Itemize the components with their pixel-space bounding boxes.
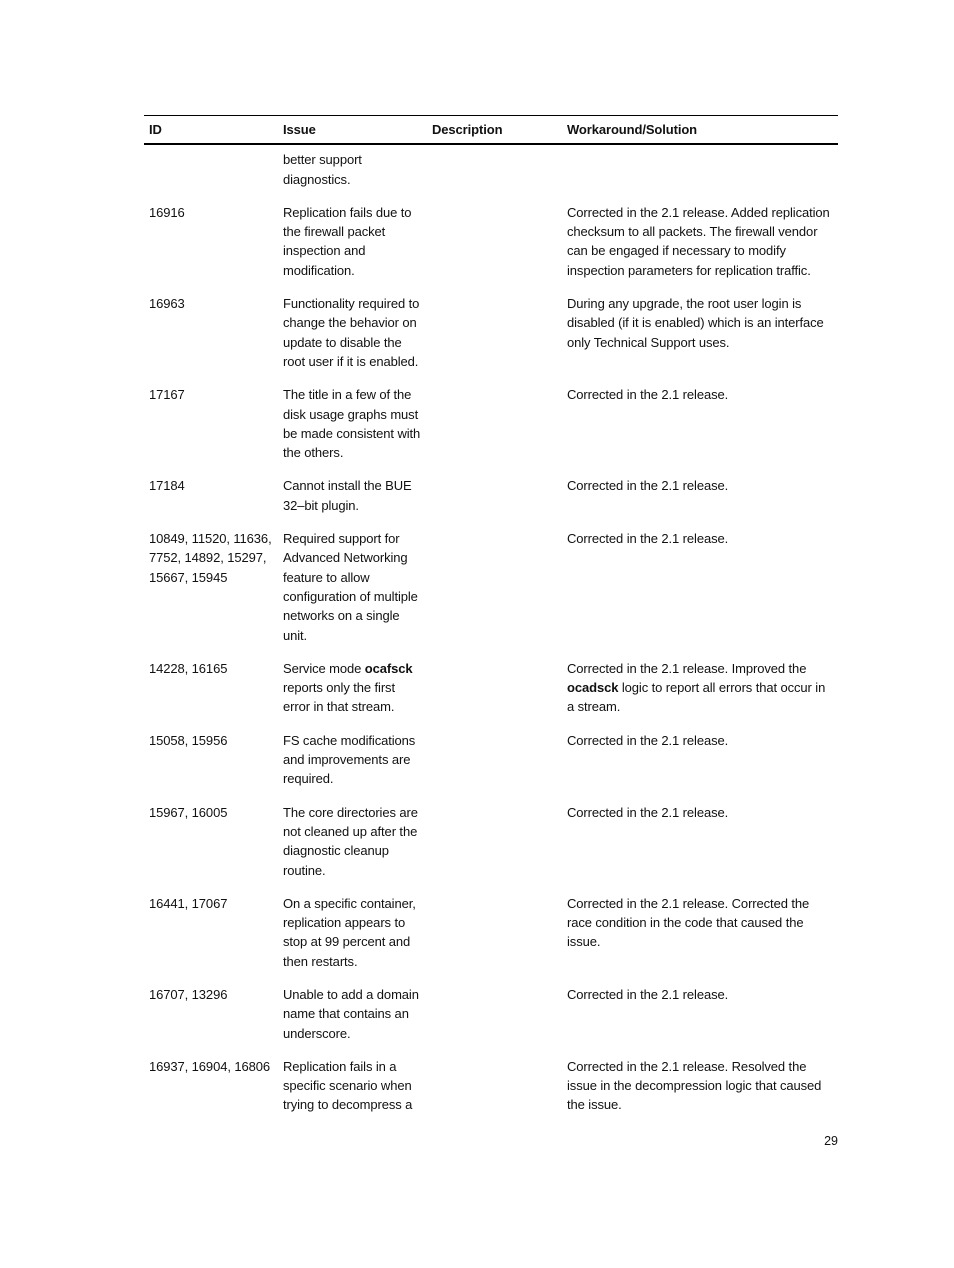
cell-issue: Cannot install the BUE 32–bit plugin. — [283, 478, 412, 513]
cell-description — [427, 1052, 562, 1124]
cell-workaround — [562, 144, 838, 198]
table-row — [144, 198, 838, 289]
cell-id: 16441, 17067 — [149, 895, 228, 911]
table-row — [144, 980, 838, 1052]
cell-id: 16937, 16904, 16806 — [149, 1058, 270, 1074]
cell-id: 16963 — [149, 296, 185, 312]
workaround-text-after: logic to report all errors that occur in a stream. — [567, 680, 826, 715]
cell-description — [427, 380, 562, 471]
cell-workaround: Corrected in the 2.1 release. — [567, 531, 729, 547]
cell-issue: Replication fails in a specific scenario when trying to decompress a — [283, 1058, 413, 1113]
cell-issue: Required support for Advanced Networking feature to allow configuration of multiple networks on a single unit. — [283, 531, 418, 643]
cell-issue — [278, 654, 427, 726]
cell-description — [427, 798, 562, 889]
cell-description — [427, 289, 562, 380]
cell-workaround: Corrected in the 2.1 release. — [567, 732, 729, 748]
header-workaround: Workaround/Solution — [562, 116, 838, 145]
table-body — [144, 144, 838, 1123]
cell-workaround: During any upgrade, the root user login is disabled (if it is enabled) which is an interface only Technical Support uses. — [567, 296, 824, 350]
table-header — [144, 116, 838, 145]
table-row — [144, 471, 838, 524]
cell-issue: The core directories are not cleaned up after the diagnostic cleanup routine. — [283, 804, 418, 878]
cell-workaround — [562, 654, 838, 726]
cell-id: 15058, 15956 — [149, 732, 228, 748]
cell-issue: Unable to add a domain name that contains an underscore. — [283, 986, 419, 1041]
cell-description — [427, 726, 562, 798]
issue-text-before: Service mode — [283, 660, 365, 676]
table-row — [144, 524, 838, 654]
cell-description — [427, 654, 562, 726]
workaround-text-before: Corrected in the 2.1 release. Improved the — [567, 660, 807, 676]
table-row — [144, 1052, 838, 1124]
cell-issue: better support diagnostics. — [283, 152, 362, 187]
cell-id: 17167 — [149, 387, 185, 403]
cell-description — [427, 471, 562, 524]
table-row — [144, 798, 838, 889]
cell-workaround: Corrected in the 2.1 release. — [567, 804, 729, 820]
header-id: ID — [144, 116, 278, 145]
header-row — [144, 116, 838, 145]
command-ocafsck: ocafsck — [364, 660, 413, 676]
cell-id: 16707, 13296 — [149, 986, 228, 1002]
cell-id: 10849, 11520, 11636, 7752, 14892, 15297, 15667, 15945 — [149, 531, 272, 585]
cell-description — [427, 524, 562, 654]
cell-issue: The title in a few of the disk usage graphs must be made consistent with the others. — [283, 387, 421, 461]
cell-id: 16916 — [149, 204, 185, 220]
cell-workaround: Corrected in the 2.1 release. Corrected the race condition in the code that caused the issue. — [567, 895, 810, 950]
issue-text-after: reports only the first error in that stream. — [283, 680, 395, 715]
table-row — [144, 289, 838, 380]
table-row — [144, 726, 838, 798]
header-issue: Issue — [278, 116, 427, 145]
cell-workaround: Corrected in the 2.1 release. — [567, 387, 729, 403]
cell-description — [427, 144, 562, 198]
cell-workaround: Corrected in the 2.1 release. — [567, 478, 729, 494]
cell-workaround: Corrected in the 2.1 release. Resolved the issue in the decompression logic that caused the issue. — [567, 1058, 822, 1113]
document-page — [144, 115, 838, 1124]
page-number: 29 — [824, 1134, 838, 1148]
cell-workaround: Corrected in the 2.1 release. Added replication checksum to all packets. The firewall vendor can be engaged if necessary to modify inspection parameters for replication traffic. — [567, 204, 830, 278]
cell-issue: On a specific container, replication appears to stop at 99 percent and then restarts. — [283, 895, 416, 969]
table-row — [144, 380, 838, 471]
cell-id: 15967, 16005 — [149, 804, 228, 820]
cell-issue: FS cache modifications and improvements are required. — [283, 732, 416, 787]
cell-description — [427, 889, 562, 980]
header-description: Description — [427, 116, 562, 145]
cell-id: 17184 — [149, 478, 185, 494]
cell-id: 14228, 16165 — [149, 660, 228, 676]
issues-table — [144, 115, 838, 1124]
cell-issue: Functionality required to change the behavior on update to disable the root user if it is enabled. — [283, 296, 420, 369]
cell-description — [427, 198, 562, 289]
command-ocadsck: ocadsck — [567, 680, 619, 696]
table-row — [144, 654, 838, 726]
cell-issue: Replication fails due to the firewall packet inspection and modification. — [283, 204, 412, 278]
cell-description — [427, 980, 562, 1052]
cell-id — [144, 144, 278, 198]
cell-workaround: Corrected in the 2.1 release. — [567, 986, 729, 1002]
table-row — [144, 889, 838, 980]
table-row — [144, 144, 838, 198]
